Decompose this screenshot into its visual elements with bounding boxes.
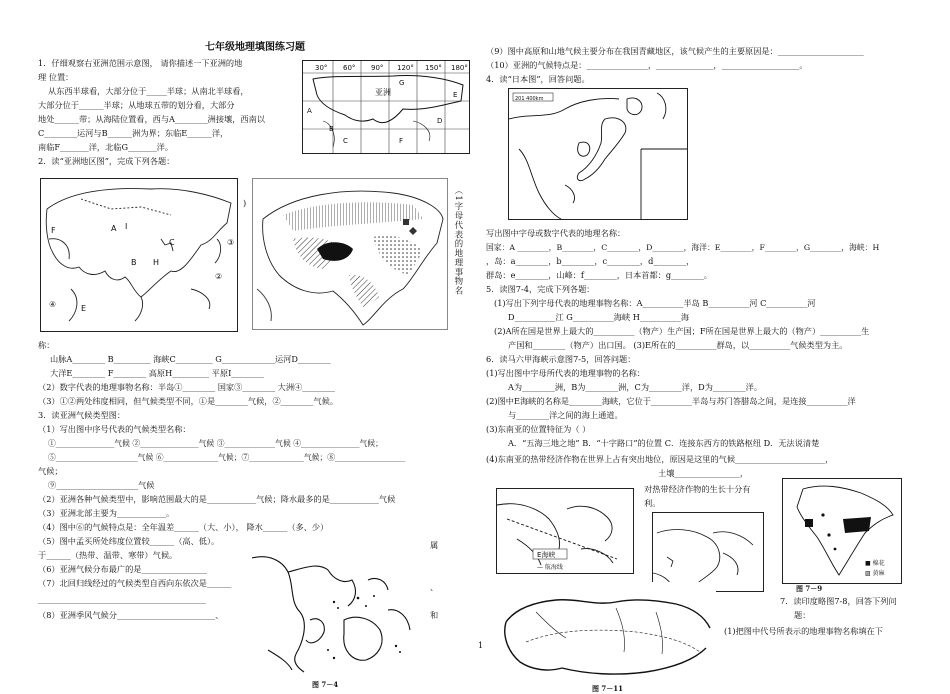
page-title: 七年级地理填图练习题 [205, 42, 305, 53]
q4-heading: 4．读“日本图”，回答问题。 [486, 74, 590, 84]
q3-line3: ⑤_____________________气候 ⑥______________气候；⑦______________气候；⑧__________________ [48, 453, 406, 462]
q7-line2: (1)把图中代号所表示的地理事物名称填在下 [724, 626, 883, 636]
grid-label-180: 180° [451, 64, 468, 72]
q2-line4: （3）①②两处纬度相同，但气候类型不同，①是________气候，②________气候。 [38, 396, 338, 406]
japan-scale: 201 400km [515, 96, 544, 102]
malacca-strait-map [496, 488, 634, 574]
q2-label: 称： [38, 340, 55, 350]
route-label: — 航海线 [537, 564, 563, 571]
q2-line3: （2）数字代表的地理事物名称：半岛①________ 国家③________ 大洲④________ [38, 382, 335, 392]
q6-line1: (1)写出图中字母所代表的地理事物的名称： [486, 368, 645, 378]
q6-line2: A为________洲，B为________洲，C为________洋，D为________洋。 [508, 382, 763, 392]
grid-letter-b: B [329, 125, 334, 133]
japan-map [508, 88, 688, 220]
q3-line6: （2）亚洲各种气候类型中，影响范围最大的是____________气候；降水最多的是____________气候 [38, 494, 396, 504]
q5-line4: 产国和________（物产）出口国。 (3)E所在的__________群岛，以__________气候类型为主。 [508, 340, 848, 350]
region-map-label-i: I [125, 222, 128, 231]
region-map-label-e: E [81, 304, 87, 313]
southeast-asia-map [248, 550, 416, 674]
q6-line5: (3)东南亚的位置特征为（ ） [486, 424, 591, 434]
q1-line2: 理 位置： [38, 72, 74, 82]
q3-line9: （5）图中孟买所处纬度位置较______（高、低）。 [38, 536, 220, 546]
q5-line2: D__________江 G__________海峡 H__________海 [508, 312, 690, 322]
q6-options: A．“五海三地之地” B．“十字路口”的位置 C．连接东西方的铁路枢纽 D．无法说清楚 [508, 438, 820, 448]
q1-line1: 1．仔细观察右亚洲范围示意图， 请你描述一下亚洲的地 [38, 58, 243, 68]
q3-line7: （3）亚洲北部主要为____________。 [38, 508, 175, 518]
grid-label-120: 120° [397, 64, 414, 72]
grid-letter-c: C [343, 137, 348, 145]
q4-line2: ，岛：a________，b________，c________，d________， [486, 256, 695, 266]
region-map-label-2: ② [215, 272, 223, 281]
q5-line3: (2)A所在国是世界上最大的__________（物产）生产国；F所在国是世界上最大的（物产）__________生 [494, 326, 870, 336]
q4-line1: 国家：A ________，B________，C________，D________，海洋：E________，F________，G________，海峡：H [486, 243, 880, 252]
q3-line11: （6）亚洲气候分布最广的是________________ [38, 564, 207, 574]
grid-letter-g: G [399, 79, 405, 87]
fig-7-11-caption: 图 7－11 [592, 684, 624, 693]
q7-line1: 题： [794, 610, 811, 620]
russia-map [496, 582, 716, 682]
south-asia-small-map [652, 512, 764, 592]
q3-line5: ⑨____________________气候 [48, 480, 155, 490]
q3-line10: 于______（热带、温带、寒带）气候。 [38, 550, 178, 560]
q2-line1: 山脉A________ B_________ 海峡C_________ G_____________运河D________ [50, 354, 331, 364]
q6-line6: (4)东南亚的热带经济作物在世界上占有突出地位，原因是这里的气候______________________， [486, 454, 834, 464]
side-paren: ) [243, 198, 247, 208]
q6-line7: 土壤________________， [658, 468, 749, 478]
q2-heading: 2．读“亚洲地区图”，完成下列各题： [38, 156, 175, 166]
q7-heading: 7．读印度略图7-8，回答下列问 [780, 596, 897, 606]
q3-line2: ①_______________气候 ②_______________气候 ③_____________气候 ④_______________气候； [48, 439, 383, 448]
asia-range-grid-map [302, 60, 470, 154]
asia-region-map [40, 178, 238, 332]
india-map [782, 478, 902, 584]
q3-10-text: （10）亚洲的气候特点是：_______________，______________，___________________。 [486, 60, 808, 70]
grid-letter-e: E [453, 91, 458, 99]
q5-heading: 5．读图7-4，完成下列各题： [486, 284, 595, 294]
q3-line14-tail: 和 [430, 610, 439, 620]
region-map-label-3: ③ [227, 238, 235, 247]
grid-label-90: 90° [371, 64, 384, 72]
q6-line4: 与________洋之间的海上通道。 [508, 410, 623, 420]
q5-line1: (1)写出下列字母代表的地理事物名称：A__________半岛 B__________河 C__________河 [494, 298, 816, 308]
q3-line13: _________________________________________ [38, 594, 206, 604]
q3-line8: （4）图中⑥的气候特点是：全年温差______（大、小）， 降水______（多、少） [38, 522, 329, 532]
region-map-label-c: C [169, 238, 175, 247]
q6-line8: 对热带经济作物的生长十分有 [644, 484, 751, 494]
legend-jute: ▨ 黄麻 [865, 570, 885, 577]
region-map-label-4: ④ [49, 300, 57, 309]
grid-letter-f: F [399, 137, 404, 145]
q3-line4: 气候； [38, 466, 63, 476]
side-vertical-text: （1字母代表的地理事物名 [454, 186, 464, 296]
q6-line3: (2)图中E海峡的名称是________海峡，它位于__________半岛与苏门答腊岛之间，是连接__________洋 [486, 396, 856, 406]
q1-line6: C________运河与B______洲为界；东临E______洋， [38, 128, 229, 138]
q3-line9-tail: 属 [430, 540, 439, 550]
grid-asia-label: 亚洲 [375, 88, 391, 97]
region-map-label-f: F [51, 226, 56, 235]
q6-heading: 6．读马六甲海峡示意图7-5，回答问题： [486, 354, 636, 364]
region-map-label-b: B [131, 258, 137, 267]
grid-label-30: 30° [315, 64, 328, 72]
grid-label-60: 60° [343, 64, 356, 72]
q2-line2: 大洋E________ F________ 高原H_________ 平原I________ [50, 368, 265, 378]
q3-heading: 3．读亚洲气候类型图： [38, 410, 126, 420]
fig-7-4-caption: 图 7－4 [312, 680, 339, 689]
q1-line3: 从东西半球看，大部分位于_____半球；从南北半球看， [48, 86, 249, 96]
grid-letter-a: A [307, 107, 312, 115]
q1-line5: 地处______带；从海陆位置看，西与A________洲接壤，西南以 [38, 114, 265, 124]
q3-line14: （8）亚洲季风气候分________________________、 [38, 610, 224, 620]
legend-cotton: ■ 棉花 [865, 560, 885, 567]
fig-7-9-caption: 图 7－9 [796, 584, 823, 593]
q1-line4: 大部分位于______半球；从地球五带的划分看，大部分 [38, 100, 235, 110]
q4-prompt: 写出图中字母或数字代表的地理名称： [486, 228, 626, 238]
page-number: 1 [478, 640, 484, 650]
q6-line9: 利。 [644, 498, 661, 508]
q3-9-text: （9）图中高原和山地气候主要分布在我国青藏地区，该气候产生的主要原因是：_____________________ [486, 46, 864, 56]
asia-climate-map [252, 178, 448, 330]
q4-line3: 群岛：e________，山峰：f________，日本首都：g________。 [486, 270, 712, 280]
q3-line12-tail: 、 [430, 582, 439, 592]
q1-line7: 南临F_______洋，北临G_______洋。 [38, 142, 174, 152]
grid-letter-d: D [437, 117, 443, 125]
region-map-label-h: H [153, 258, 160, 267]
q3-line1: （1）写出图中序号代表的气候类型名称： [38, 424, 191, 434]
grid-label-150: 150° [425, 64, 442, 72]
strait-label: E海峡 [537, 551, 556, 559]
region-map-label-a: A [111, 224, 117, 233]
q3-line12: （7）北回归线经过的气候类型自西向东依次是______ [38, 578, 232, 588]
